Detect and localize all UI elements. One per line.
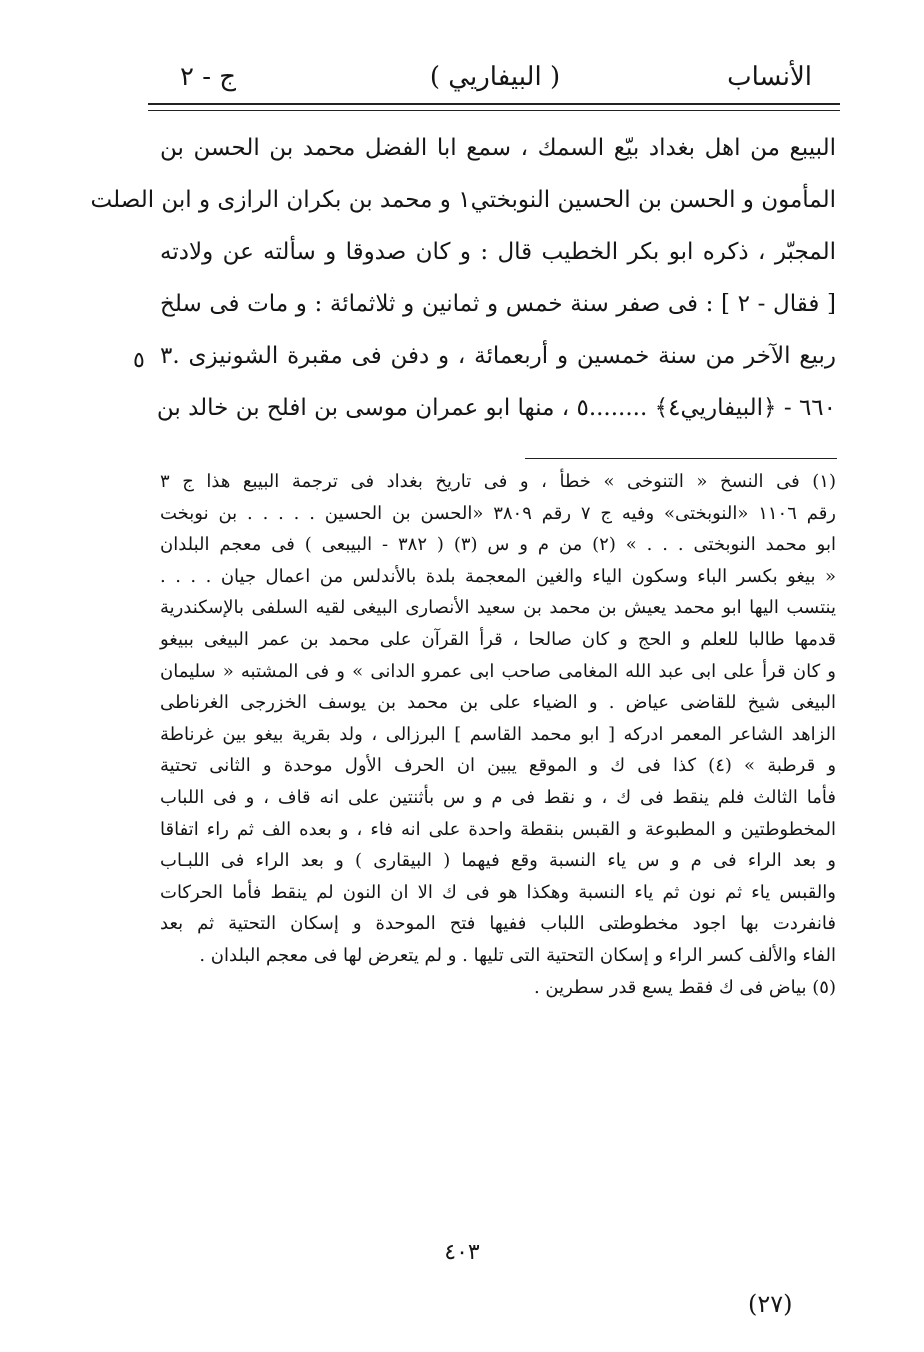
body-line: ٦٦٠ - ﴿البيفاريي٤﴾ ........٥ ، منها ابو عمران موسى بن افلح بن خالد بن bbox=[156, 395, 836, 421]
body-line: المجبّر ، ذكره ابو بكر الخطيب قال : و كان صدوقا و سألته عن ولادته bbox=[160, 239, 836, 265]
header-rule-thin bbox=[148, 110, 840, 111]
footnote-line: و كان قرأ على ابى عبد الله المغامى صاحب ابى عمرو الدانى » و فى المشتبه « سليمان bbox=[160, 660, 836, 682]
footnote-line: الزاهد الشاعر المعمر ادركه [ ابو محمد القاسم ] البرزالى ، ولد بقرية بيغو بين غرناطة bbox=[160, 723, 836, 745]
margin-line-number: ٥ bbox=[133, 348, 145, 373]
footnote-line: قدمها طالبا للعلم و الحج و كان صالحا ، قرأ القرآن على محمد بن عمر البيغى ببيغو bbox=[160, 628, 836, 650]
signature-mark: (٢٧) bbox=[748, 1290, 793, 1318]
body-line: المأمون و الحسن بن الحسين النوبختي١ و محمد بن بكران الرازى و ابن الصلت bbox=[90, 187, 836, 213]
footnote-line: فانفردت بها اجود مخطوطتى اللباب ففيها فتح الموحدة و إسكان التحتية ثم بعد bbox=[160, 913, 836, 935]
footnote-line: ابو محمد النوبختى . . . » (٢) من م و س (٣) ( ٣٨٢ - البيبعى ) فى معجم البلدان bbox=[160, 534, 836, 556]
running-header bbox=[150, 62, 840, 102]
header-book-title: الأنساب bbox=[727, 62, 812, 92]
footnote-line: « بيغو بكسر الباء وسكون الياء والغين المعجمة بلدة بالأندلس من اعمال جيان . . . . bbox=[160, 565, 836, 587]
footnote-line: فأما الثالث فلم ينقط فى ك ، و نقط فى م و س بأثنتين على انه قاف ، و فى اللباب bbox=[160, 786, 836, 808]
footnote-line: و بعد الراء فى م و س ياء النسبة وقع فيهما ( البيقارى ) و بعد الراء فى اللبـاب bbox=[160, 850, 836, 872]
main-text bbox=[90, 122, 836, 434]
footnote-line: و قرطبة » (٤) كذا فى ك و الموقع يبين ان الحرف الأول موحدة و الثانى تحتية bbox=[160, 755, 837, 777]
footnote-line: المخطوطتين و المطبوعة و القبس بنقطة واحدة على انه فاء ، و بعده الف ثم راء اتفاقا bbox=[160, 818, 836, 840]
page-number: ٤٠٣ bbox=[444, 1240, 480, 1265]
body-line: البيبع من اهل بغداد بيّع السمك ، سمع ابا الفضل محمد بن الحسن بن bbox=[160, 135, 836, 161]
header-volume: ج - ٢ bbox=[180, 62, 237, 92]
footnote-line: الفاء والألف كسر الراء و إسكان التحتية التى تليها . و لم يتعرض لها فى معجم البلدان . bbox=[199, 944, 836, 966]
footnote-line: (١) فى النسخ « التنوخى » خطأ ، و فى تاريخ بغداد فى ترجمة البيبع هذا ج ٣ bbox=[160, 471, 836, 492]
footnote-line: رقم ١١٠٦ «النوبختى» وفيه ج ٧ رقم ٣٨٠٩ «الحسن بن الحسين . . . . . بن نوبخت bbox=[160, 502, 836, 524]
body-line: ربيع الآخر من سنة خمسين و أربعمائة ، و دفن فى مقبرة الشونيزى .٣ bbox=[160, 343, 836, 369]
header-rule-thick bbox=[148, 103, 840, 105]
footnote-line: (٥) بياض فى ك فقط يسع قدر سطرين . bbox=[533, 976, 836, 998]
body-line: [ فقال - ٢ ] : فى صفر سنة خمس و ثمانين و ثلاثمائة : و مات فى سلخ bbox=[160, 291, 836, 317]
footnote-separator bbox=[525, 458, 837, 459]
footnote-line: البيغى شيخ للقاضى عياض . و الضياء على بن محمد بن يوسف الخزرجى الغرناطى bbox=[160, 692, 836, 714]
footnote-line: ينتسب اليها ابو محمد يعيش بن محمد بن سعيد الأنصارى البيغى لقيه السلفى بالإسكندرية bbox=[160, 597, 836, 619]
footnote-line: والقبس ياء ثم نون ثم ياء النسبة وهكذا هو فى ك الا ان النون لم ينقط فأما الحركات bbox=[160, 881, 836, 903]
header-entry-title: ( البيفاريي ) bbox=[429, 62, 561, 92]
footnotes bbox=[160, 466, 836, 1003]
